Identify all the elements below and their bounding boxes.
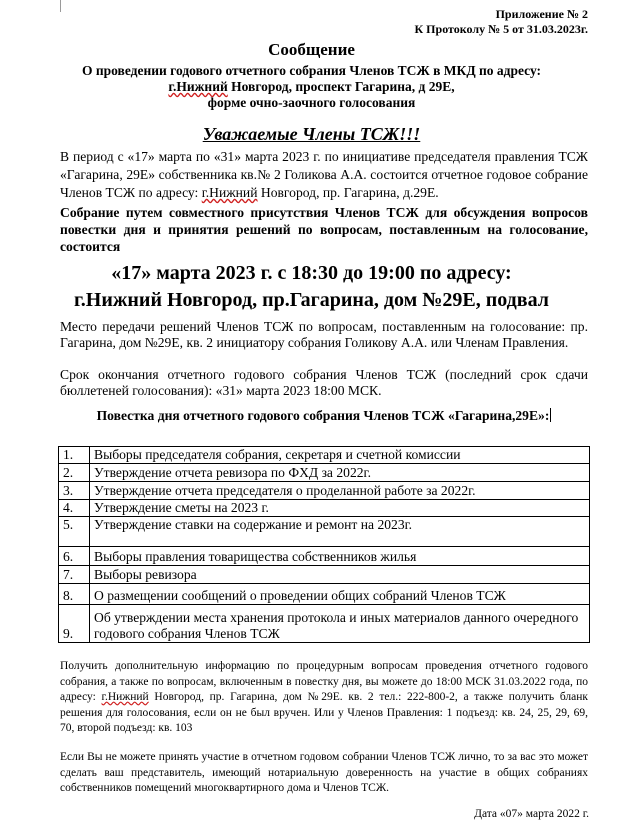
document-subtitle — [0, 63, 623, 111]
agenda-number: 3. — [59, 482, 90, 500]
agenda-table — [58, 446, 590, 643]
agenda-number: 8. — [59, 584, 90, 605]
agenda-item: О размещении сообщений о проведении общих собраний Членов ТСЖ — [90, 584, 590, 605]
agenda-item: Выборы ревизора — [90, 566, 590, 584]
header-block — [414, 7, 588, 37]
protocol-reference: К Протоколу № 5 от 31.03.2023г. — [414, 22, 588, 36]
agenda-item: Утверждение отчета ревизора по ФХД за 2022г. — [90, 464, 590, 482]
agenda-row — [59, 517, 590, 547]
meeting-time: «17» марта 2023 г. с 18:30 до 19:00 по адресу: — [111, 262, 512, 284]
agenda-row — [59, 566, 590, 584]
agenda-title-text: Повестка дня отчетного годового собрания Членов ТСЖ «Гагарина,29Е»: — [96, 408, 550, 423]
agenda-title — [60, 408, 588, 424]
text-cursor — [550, 408, 551, 422]
agenda-row — [59, 547, 590, 566]
page-corner-mark — [60, 0, 61, 12]
info-text: Получить дополнительную информацию по процедурным вопросам проведения отчетного годового собрания, а также по вопросам, включенным в повестку дня, вы можете до 18:00 МСК 31.03.2022 года, по адресу: — [60, 660, 588, 703]
subtitle-address: Новгород, проспект Гагарина, д 29Е, — [227, 79, 455, 94]
agenda-number: 2. — [59, 464, 90, 482]
meeting-place: г.Нижний Новгород, пр.Гагарина, дом №29Е, подвал — [73, 289, 549, 311]
agenda-item: Выборы председателя собрания, секретаря и счетной комиссии — [90, 447, 590, 464]
agenda-row — [59, 500, 590, 517]
agenda-item: Утверждение сметы на 2023 г. — [90, 500, 590, 517]
subtitle-line-3: форме очно-заочного голосования — [207, 95, 416, 110]
agenda-item: Утверждение ставки на содержание и ремонт на 2023г. — [90, 517, 590, 547]
info-text-end: Новгород, пр. Гагарина, дом №29Е. кв. 2 тел.: 222-800-2, а также получить бланк решения для голосования, если он не был вручен. Или у Членов Правления: 1 подъезд: кв. 24, 25, 29, 69, 70, второй подъезд: кв. 103 — [60, 691, 588, 734]
intro-text: В период с «17» марта по «31» марта 2023 г. по инициативе председателя правления ТСЖ «Гагарина, 29Е» собственника кв.№ 2 Голикова А.А. состоится отчетное годовое собрание Членов ТСЖ по адресу: — [60, 149, 588, 200]
agenda-row — [59, 447, 590, 464]
info-city: г.Нижний — [101, 691, 149, 703]
agenda-row — [59, 482, 590, 500]
agenda-number: 7. — [59, 566, 90, 584]
agenda-row — [59, 584, 590, 605]
agenda-row — [59, 464, 590, 482]
intro-text-end: Новгород, пр. Гагарина, д.29Е. — [257, 185, 439, 200]
spellcheck-city: г.Нижний — [168, 79, 228, 94]
meeting-statement: Собрание путем совместного присутствия Членов ТСЖ для обсуждения вопросов повестки дня и принятия решений по вопросам, поставленным на голосование, состоится — [60, 205, 588, 254]
agenda-item: Об утверждении места хранения протокола и иных материалов данного очередного годового собрания Членов ТСЖ — [90, 605, 590, 643]
agenda-number: 6. — [59, 547, 90, 566]
agenda-item: Утверждение отчета председателя о проделанной работе за 2022г. — [90, 482, 590, 500]
deadline-paragraph: Срок окончания отчетного годового собрания Членов ТСЖ (последний срок сдачи бюллетеней голосования): «31» марта 2023 18:00 МСК. — [60, 367, 588, 398]
proxy-paragraph: Если Вы не можете принять участие в отчетном годовом собрании Членов ТСЖ лично, то за вас это может сделать ваш представитель, имеющий нотариальную доверенность на участие в общих собраниях собственников помещений многоквартирного дома и Членов ТСЖ. — [60, 751, 588, 794]
subtitle-line-2 — [0, 79, 623, 95]
subtitle-line-1: О проведении годового отчетного собрания Членов ТСЖ в МКД по адресу: — [81, 63, 542, 78]
agenda-number: 5. — [59, 517, 90, 547]
info-paragraph — [60, 659, 588, 737]
greeting: Уважаемые Члены ТСЖ!!! — [202, 124, 421, 144]
agenda-number: 1. — [59, 447, 90, 464]
agenda-number: 9. — [59, 605, 90, 643]
intro-paragraph — [60, 148, 588, 202]
agenda-row — [59, 605, 590, 643]
decision-place-paragraph: Место передачи решений Членов ТСЖ по вопросам, поставленным на голосование: пр. Гагарина, дом №29Е, кв. 2 инициатору собрания Голикову А.А. или Членам Правления. — [60, 319, 588, 350]
appendix-label: Приложение № 2 — [495, 7, 588, 21]
agenda-item: Выборы правления товарищества собственников жилья — [90, 547, 590, 566]
date-line: Дата «07» марта 2022 г. — [474, 808, 589, 820]
document-title: Сообщение — [268, 40, 355, 59]
intro-city: г.Нижний — [201, 185, 258, 200]
agenda-number: 4. — [59, 500, 90, 517]
